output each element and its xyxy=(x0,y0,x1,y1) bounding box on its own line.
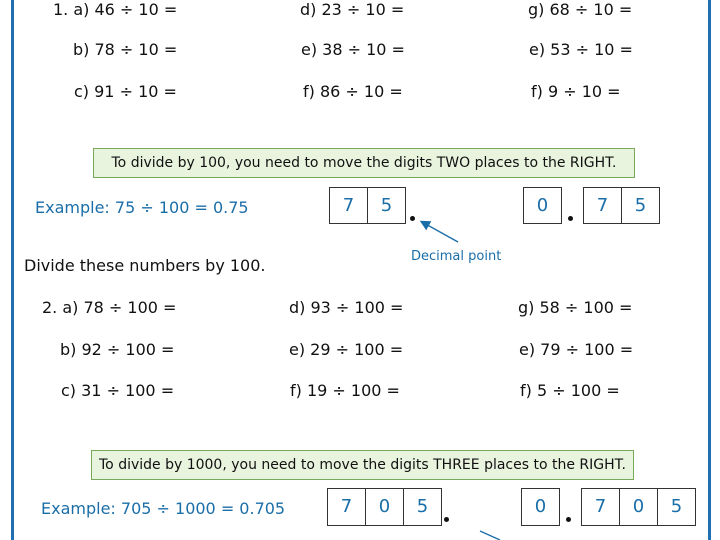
question-1e: e) 38 ÷ 10 = xyxy=(301,40,405,59)
place-value-cell: 0 xyxy=(523,187,562,224)
place-value-cell: 5 xyxy=(621,187,660,224)
question-2a: 2. a) 78 ÷ 100 = xyxy=(42,298,177,317)
question-1f-second: f) 9 ÷ 10 = xyxy=(531,82,621,101)
decimal-point-dot xyxy=(444,517,449,522)
question-2e: e) 29 ÷ 100 = xyxy=(289,340,404,359)
question-1c: c) 91 ÷ 10 = xyxy=(74,82,177,101)
question-2f: f) 19 ÷ 100 = xyxy=(290,381,400,400)
question-2b: b) 92 ÷ 100 = xyxy=(60,340,175,359)
place-value-cell: 7 xyxy=(583,187,622,224)
place-value-cell: 0 xyxy=(619,488,658,526)
rule-note-1000: To divide by 1000, you need to move the digits THREE places to the RIGHT. xyxy=(91,450,634,480)
place-value-cell: 7 xyxy=(327,488,366,526)
place-value-cell: 7 xyxy=(581,488,620,526)
place-value-cell: 5 xyxy=(657,488,696,526)
instruction-divide-100: Divide these numbers by 100. xyxy=(24,256,266,275)
example-1000: Example: 705 ÷ 1000 = 0.705 xyxy=(41,499,286,518)
question-2c: c) 31 ÷ 100 = xyxy=(61,381,175,400)
question-1b: b) 78 ÷ 10 = xyxy=(73,40,178,59)
question-1a: 1. a) 46 ÷ 10 = xyxy=(53,0,178,19)
question-2f-second: f) 5 ÷ 100 = xyxy=(520,381,620,400)
question-1f: f) 86 ÷ 10 = xyxy=(303,82,403,101)
question-2e-second: e) 79 ÷ 100 = xyxy=(519,340,634,359)
place-value-cell: 0 xyxy=(521,488,560,526)
question-1d: d) 23 ÷ 10 = xyxy=(300,0,405,19)
question-2d: d) 93 ÷ 100 = xyxy=(289,298,404,317)
question-2g: g) 58 ÷ 100 = xyxy=(518,298,633,317)
example-100: Example: 75 ÷ 100 = 0.75 xyxy=(35,198,249,217)
place-value-cell: 5 xyxy=(367,187,406,224)
question-1g: g) 68 ÷ 10 = xyxy=(528,0,633,19)
place-value-cell: 7 xyxy=(329,187,368,224)
decimal-point-dot xyxy=(566,517,571,522)
decimal-point-label: Decimal point xyxy=(411,249,502,264)
place-value-cell: 5 xyxy=(403,488,442,526)
question-1e-second: e) 53 ÷ 10 = xyxy=(529,40,633,59)
place-value-cell: 0 xyxy=(365,488,404,526)
rule-note-100: To divide by 100, you need to move the digits TWO places to the RIGHT. xyxy=(93,148,635,178)
